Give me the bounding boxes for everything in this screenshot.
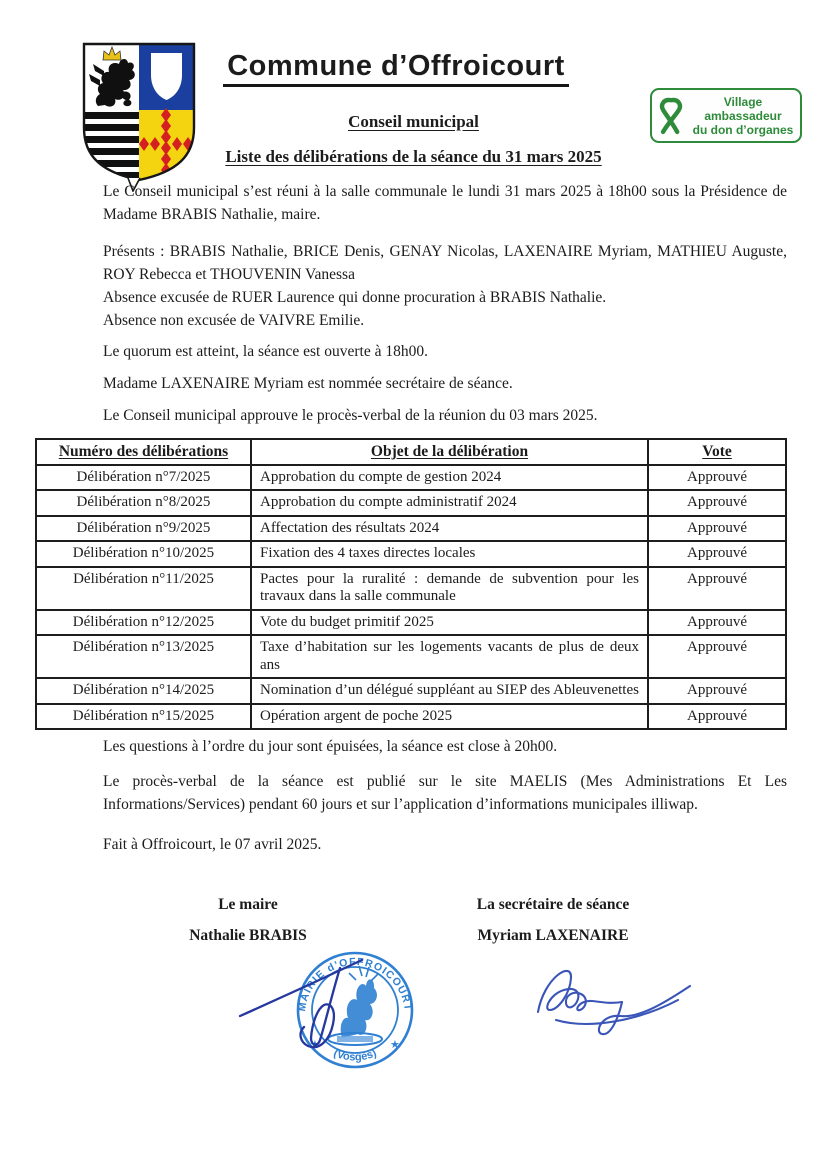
- absence-excused-line: Absence excusée de RUER Laurence qui donne procuration à BRABIS Nathalie.: [103, 289, 607, 306]
- cell-numero: Délibération n°13/2025: [36, 635, 251, 678]
- deliberations-table: [35, 438, 787, 730]
- table-row: [36, 490, 786, 516]
- cell-vote: Approuvé: [648, 610, 786, 636]
- cell-objet: Affectation des résultats 2024: [251, 516, 648, 542]
- quorum-line: Le quorum est atteint, la séance est ouverte à 18h00.: [103, 343, 428, 360]
- page-title-text: Commune d’Offroicourt: [223, 50, 569, 87]
- pv-approval-line: Le Conseil municipal approuve le procès-verbal de la réunion du 03 mars 2025.: [103, 407, 598, 424]
- page-title: [0, 50, 792, 83]
- table-header-row: [36, 439, 786, 465]
- badge-label-line1: Village ambassadeur: [704, 94, 782, 123]
- table-row: [36, 465, 786, 491]
- secretary-signature-block: [403, 896, 703, 945]
- closing-paragraph-1: Les questions à l’ordre du jour sont épuisées, la séance est close à 20h00.: [103, 738, 558, 755]
- badge-label-line2: du don d’organes: [692, 122, 794, 137]
- cell-vote: Approuvé: [648, 516, 786, 542]
- table-row: [36, 704, 786, 730]
- cell-objet: Approbation du compte administratif 2024: [251, 490, 648, 516]
- cell-objet: Pactes pour la ruralité : demande de subvention pour les travaux dans la salle communale: [251, 567, 648, 610]
- cell-vote: Approuvé: [648, 704, 786, 730]
- svg-text:(Vosges): [332, 1047, 379, 1063]
- table-row: [36, 516, 786, 542]
- cell-objet: Opération argent de poche 2025: [251, 704, 648, 730]
- cell-objet: Vote du budget primitif 2025: [251, 610, 648, 636]
- cell-numero: Délibération n°7/2025: [36, 465, 251, 491]
- cell-objet: Taxe d’habitation sur les logements vacants de plus de deux ans: [251, 635, 648, 678]
- cell-numero: Délibération n°10/2025: [36, 541, 251, 567]
- stamp-top-text: MAIRIE d’OFFROICOURT: [295, 955, 414, 1013]
- cell-vote: Approuvé: [648, 490, 786, 516]
- stamp-star-left: ★: [310, 1039, 320, 1051]
- header-numero: Numéro des délibérations: [36, 439, 251, 465]
- absence-unexcused-line: Absence non excusée de VAIVRE Emilie.: [103, 312, 365, 329]
- cell-numero: Délibération n°15/2025: [36, 704, 251, 730]
- cell-numero: Délibération n°8/2025: [36, 490, 251, 516]
- table-row: [36, 635, 786, 678]
- table-row: [36, 541, 786, 567]
- mairie-stamp: [238, 946, 478, 1078]
- closing-paragraph-3: Fait à Offroicourt, le 07 avril 2025.: [103, 836, 322, 853]
- mayor-signature-block: [103, 896, 393, 945]
- header-objet: Objet de la délibération: [251, 439, 648, 465]
- secretary-role-label: La secrétaire de séance: [476, 896, 630, 913]
- cell-vote: Approuvé: [648, 541, 786, 567]
- stamp-star-right: ★: [390, 1039, 400, 1051]
- header-vote: Vote: [648, 439, 786, 465]
- cell-numero: Délibération n°9/2025: [36, 516, 251, 542]
- closing-paragraph-2: Le procès-verbal de la séance est publié sur le site MAELIS (Mes Administrations Et Les Informations/Services) pendant 60 jours et sur l’application d’informations municipales illiwap.: [103, 773, 787, 813]
- cell-numero: Délibération n°12/2025: [36, 610, 251, 636]
- table-row: [36, 567, 786, 610]
- table-row: [36, 678, 786, 704]
- intro-paragraph-1: Le Conseil municipal s’est réuni à la salle communale le lundi 31 mars 2025 à 18h00 sous la Présidence de Madame BRABIS Nathalie, maire.: [103, 183, 787, 223]
- cell-vote: Approuvé: [648, 465, 786, 491]
- table-row: [36, 610, 786, 636]
- stamp-bottom-text: (Vosges): [331, 1047, 379, 1064]
- cell-objet: Fixation des 4 taxes directes locales: [251, 541, 648, 567]
- mayor-name: Nathalie BRABIS: [189, 927, 307, 944]
- list-title: Liste des délibérations de la séance du 31 mars 2025: [225, 147, 602, 166]
- cell-vote: Approuvé: [648, 567, 786, 610]
- signature-block: [103, 896, 787, 945]
- secretary-handwritten-signature: [528, 956, 696, 1058]
- secretary-line: Madame LAXENAIRE Myriam est nommée secrétaire de séance.: [103, 375, 513, 392]
- cell-vote: Approuvé: [648, 678, 786, 704]
- subtitle-conseil: Conseil municipal: [348, 112, 479, 131]
- cell-numero: Délibération n°14/2025: [36, 678, 251, 704]
- attendance-block: [103, 240, 787, 332]
- presents-line: Présents : BRABIS Nathalie, BRICE Denis, GENAY Nicolas, LAXENAIRE Myriam, MATHIEU Auguste, ROY Rebecca et THOUVENIN Vanessa: [103, 243, 787, 283]
- cell-objet: Approbation du compte de gestion 2024: [251, 465, 648, 491]
- cell-objet: Nomination d’un délégué suppléant au SIEP des Ableuvenettes: [251, 678, 648, 704]
- cell-numero: Délibération n°11/2025: [36, 567, 251, 610]
- mayor-role-label: Le maire: [218, 896, 278, 913]
- cell-vote: Approuvé: [648, 635, 786, 678]
- secretary-name: Myriam LAXENAIRE: [477, 927, 629, 944]
